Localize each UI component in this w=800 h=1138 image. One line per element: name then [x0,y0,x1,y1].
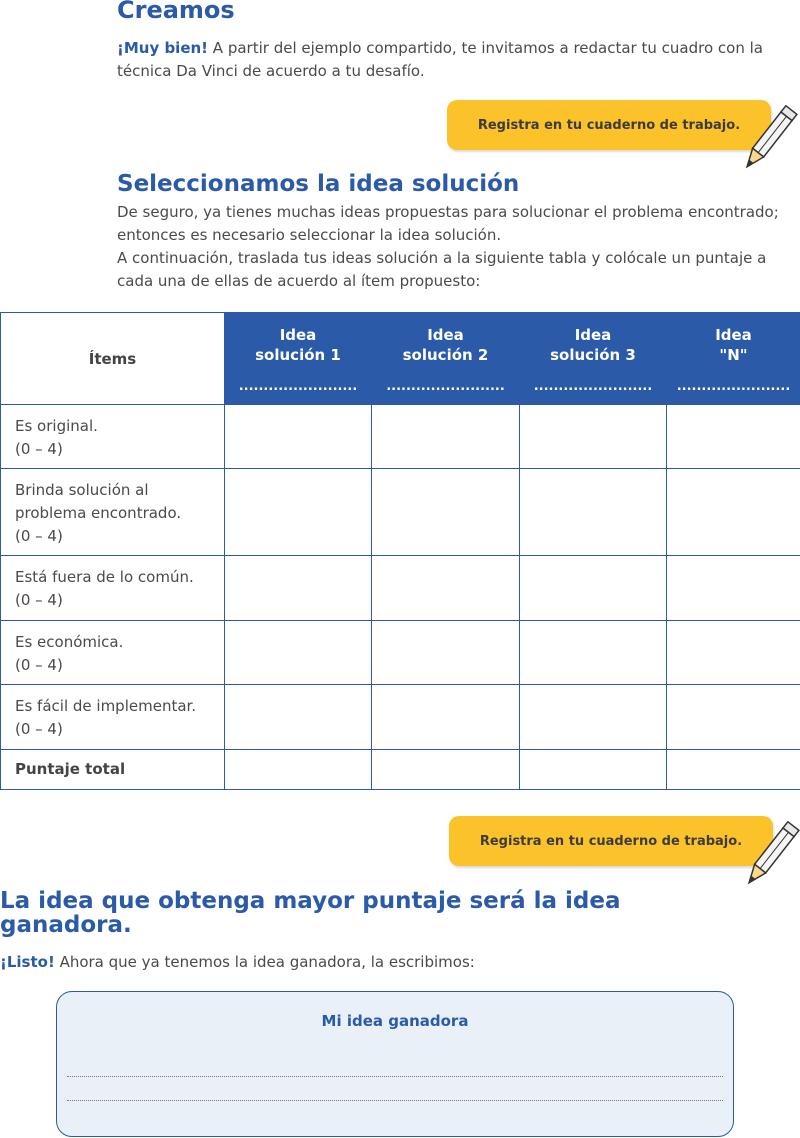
listo-text: Ahora que ya tenemos la idea ganadora, la escribimos: [54,953,475,971]
fill-dots: ........................ [238,379,358,394]
listo-paragraph [0,951,780,974]
table-row [1,621,800,685]
score-cell[interactable] [372,556,520,621]
writing-line [67,1076,723,1077]
score-cell[interactable] [667,621,800,685]
score-cell[interactable] [667,405,800,469]
row-label: Es económica. (0 – 4) [1,621,225,685]
score-cell[interactable] [225,750,372,790]
scoring-table [0,312,800,790]
score-cell[interactable] [667,750,800,790]
table-row [1,556,800,621]
score-cell[interactable] [225,556,372,621]
creamos-text: A partir del ejemplo compartido, te invitamos a redactar tu cuadro con la técnica Da Vinci de acuerdo a tu desafío. [117,39,763,80]
column-header-idea-n: Idea "N" ....................... [667,313,800,405]
score-cell[interactable] [225,469,372,556]
pencil-icon [738,816,800,896]
score-cell[interactable] [520,685,667,750]
table-row [1,469,800,556]
score-cell[interactable] [225,685,372,750]
score-cell[interactable] [520,556,667,621]
column-header-idea-2: Idea solución 2 ........................ [372,313,520,405]
row-label: Está fuera de lo común. (0 – 4) [1,556,225,621]
seleccionamos-paragraph [117,201,800,293]
row-label: Es fácil de implementar. (0 – 4) [1,685,225,750]
total-label: Puntaje total [1,750,225,790]
section-title-creamos: Creamos [117,0,235,24]
items-header: Ítems [1,313,225,405]
score-cell[interactable] [667,685,800,750]
fill-dots: ........................ [533,379,653,394]
score-cell[interactable] [372,685,520,750]
score-cell[interactable] [225,405,372,469]
winning-idea-box[interactable] [56,991,734,1137]
creamos-lead: ¡Muy bien! [117,39,209,57]
score-cell[interactable] [667,469,800,556]
pencil-icon [736,100,800,180]
seleccionamos-line2: A continuación, traslada tus ideas solución a la siguiente tabla y colócale un puntaje a cada una de ellas de acuerdo al ítem propuesto: [117,249,767,290]
fill-dots: ....................... [676,379,791,394]
writing-line [67,1100,723,1101]
score-cell[interactable] [225,621,372,685]
score-cell[interactable] [520,750,667,790]
row-label: Brinda solución al problema encontrado. (0 – 4) [1,469,225,556]
column-header-idea-1: Idea solución 1 ........................ [225,313,372,405]
fill-dots: ........................ [386,379,505,394]
table-row-total [1,750,800,790]
section-title-seleccionamos: Seleccionamos la idea solución [117,171,520,197]
seleccionamos-line1: De seguro, ya tienes muchas ideas propuestas para solucionar el problema encontrado; entonces es necesario seleccionar la idea solución. [117,203,779,244]
listo-lead: ¡Listo! [0,953,55,971]
score-cell[interactable] [520,405,667,469]
winning-idea-title: Mi idea ganadora [321,1012,469,1030]
score-cell[interactable] [520,621,667,685]
score-cell[interactable] [372,405,520,469]
section-title-ganadora: La idea que obtenga mayor puntaje será la idea ganadora. [0,888,621,938]
score-cell[interactable] [372,469,520,556]
score-cell[interactable] [372,750,520,790]
score-cell[interactable] [520,469,667,556]
table-row [1,685,800,750]
row-label: Es original. (0 – 4) [1,405,225,469]
creamos-paragraph [117,37,800,83]
register-banner: Registra en tu cuaderno de trabajo. [449,816,773,866]
score-cell[interactable] [667,556,800,621]
score-cell[interactable] [372,621,520,685]
table-row [1,405,800,469]
column-header-idea-3: Idea solución 3 ........................ [520,313,667,405]
register-banner: Registra en tu cuaderno de trabajo. [447,100,771,150]
